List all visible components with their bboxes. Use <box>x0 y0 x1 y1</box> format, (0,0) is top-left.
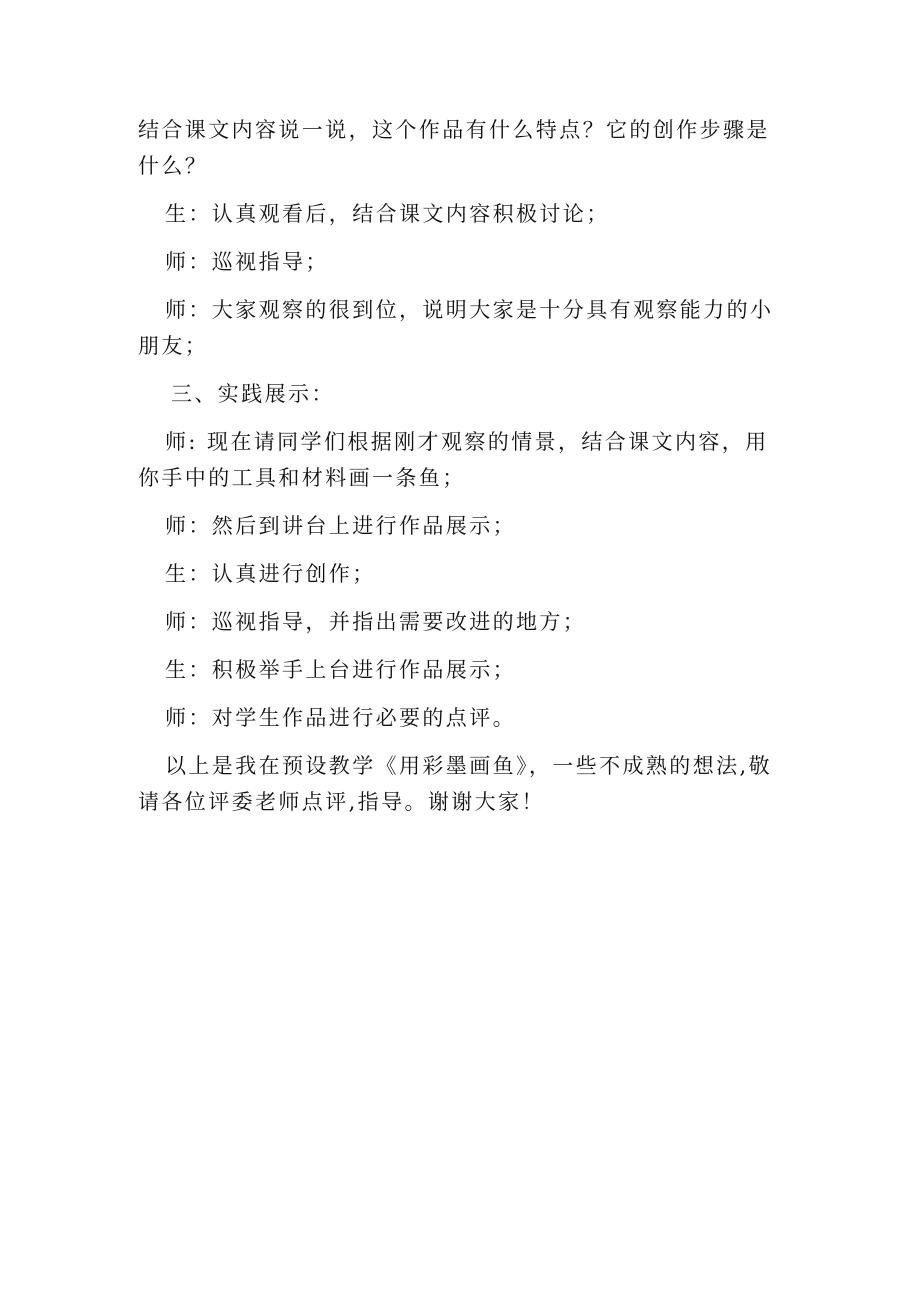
section-heading-practice: 三、实践展示： <box>171 382 335 406</box>
paragraph-student-create: 生：认真进行创作； <box>165 562 376 586</box>
paragraph-student-discussion: 生：认真观看后，结合课文内容积极讨论； <box>165 202 610 226</box>
paragraph-teacher-comment: 师：对学生作品进行必要的点评。 <box>165 706 516 730</box>
paragraph-intro-question: 结合课文内容说一说，这个作品有什么特点？它的创作步骤是什么？ <box>138 118 770 178</box>
paragraph-closing: 以上是我在预设教学《用彩墨画鱼》，一些不成熟的想法,敬请各位评委老师点评,指导。谢谢大家！ <box>138 754 772 814</box>
document-body <box>138 112 788 832</box>
paragraph-teacher-instruction: 师: 现在请同学们根据刚才观察的情景，结合课文内容，用你手中的工具和材料画一条鱼； <box>138 430 769 490</box>
paragraph-teacher-display: 师：然后到讲台上进行作品展示； <box>165 514 516 538</box>
paragraph-teacher-patrol: 师：巡视指导，并指出需要改进的地方； <box>165 610 587 634</box>
paragraph-student-present: 生：积极举手上台进行作品展示； <box>165 658 516 682</box>
paragraph-teacher-guidance: 师：巡视指导； <box>165 250 329 274</box>
paragraph-teacher-praise: 师：大家观察的很到位，说明大家是十分具有观察能力的小朋友； <box>138 298 774 358</box>
